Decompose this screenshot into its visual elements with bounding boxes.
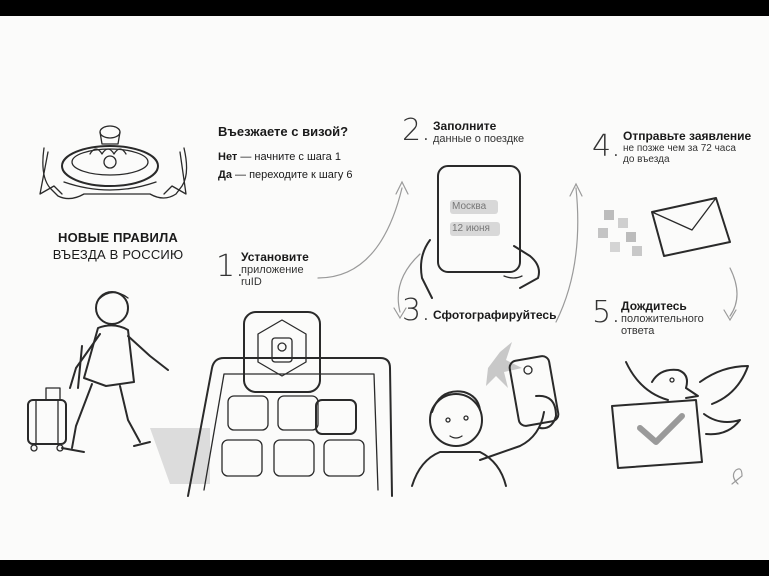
tablet-illustration [188, 312, 392, 496]
visa-block [218, 124, 353, 181]
visa-yes-line [218, 169, 353, 181]
step-5-number: 5. [592, 295, 621, 330]
envelope-illustration [598, 198, 730, 256]
step-2-number: 2. [402, 113, 431, 148]
step-4-text [623, 129, 763, 165]
visa-yes-text: — переходите к шагу 6 [231, 169, 353, 181]
visa-no-text: — начните с шага 1 [237, 151, 341, 163]
step-2-text [433, 119, 563, 145]
step-5-text [621, 299, 741, 337]
visa-no-label: Нет [218, 151, 238, 163]
phone-field-city: Москва [452, 201, 487, 212]
step-4-description: не позже чем за 72 часа до въезда [623, 143, 736, 165]
step-3-title: Сфотографируйтесь [433, 308, 557, 322]
headline-line-1: НОВЫЕ ПРАВИЛА [58, 230, 178, 245]
step-1-description: приложение ruID [241, 264, 304, 288]
step-4-title: Отправьте заявление [623, 129, 752, 143]
phone-field-date: 12 июня [452, 223, 490, 234]
visa-question: Въезжаете с визой? [218, 124, 349, 139]
step-2-description: данные о поездке [433, 133, 525, 145]
visa-yes-label: Да [218, 169, 232, 181]
step-1-text [241, 250, 341, 288]
step-3-number: 3. [402, 293, 431, 328]
infographic-sheet [0, 16, 769, 560]
step-5-description: положительного ответа [621, 313, 704, 337]
step-5-title: Дождитесь [621, 299, 687, 313]
step-1-number: 1. [216, 249, 245, 284]
headline [38, 230, 198, 262]
headline-line-2: ВЪЕЗДА В РОССИЮ [52, 247, 184, 262]
visa-no-line [218, 151, 353, 163]
selfie-illustration [412, 342, 559, 486]
traveler-illustration [28, 292, 168, 452]
step-1-title: Установите [241, 250, 309, 264]
step-2-title: Заполните [433, 119, 497, 133]
step-4-number: 4. [592, 129, 621, 164]
bird-with-letter-illustration [612, 362, 748, 468]
illustration-layer [0, 16, 769, 560]
bread-and-salt-icon [40, 126, 187, 199]
